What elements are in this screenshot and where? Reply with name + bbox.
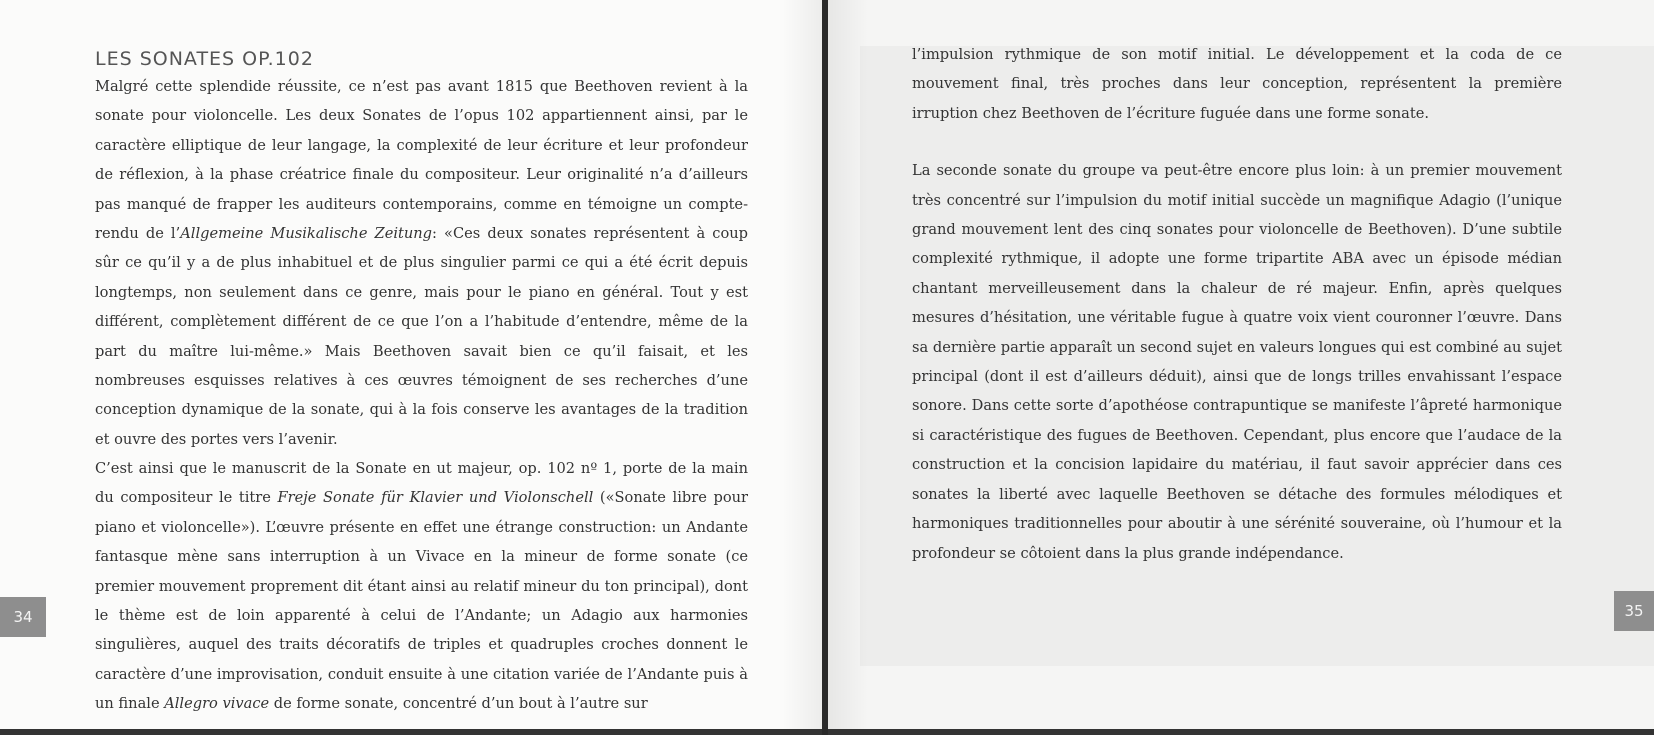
right-paragraph-1: l’impulsion rythmique de son motif initial. Le développement et la coda de ce mouvement final, très proches dans leur conception, représentent la première irruption chez Beethoven de l’écriture fuguée dans une forme sonate. — [912, 46, 1562, 122]
paragraph-text: («Sonate libre pour piano et violoncelle»). L’œuvre présente en effet une étrange construction: un Andante fantasque mène sans interruption à un Vivace en la mineur de forme sonate (ce premier mouvement proprement dit étant ainsi au relatif mineur du ton principal), dont le thème est de loin apparenté à celui de l’Andante; un Adagio aux harmonies singulières, auquel des traits décoratifs de triples et quadruples croches donnent le caractère d’une improvisation, conduit ensuite à une citation variée de l’Andante puis à un finale — [95, 489, 748, 713]
section-heading: LES SONATES OP.102 — [95, 48, 314, 70]
left-page — [0, 0, 822, 735]
page-number-left: 34 — [0, 597, 46, 637]
right-page — [828, 0, 1654, 735]
paragraph-text: C’est ainsi que le manuscrit de la Sonate en ut majeur, op. 102 nº 1, porte de la main du compositeur le titre — [95, 460, 748, 507]
page-edge — [0, 729, 822, 735]
gutter-shadow-right — [828, 0, 868, 735]
italic-title: Allgemeine Musikalische Zeitung — [180, 225, 433, 243]
gutter-shadow-left — [782, 0, 822, 735]
paragraph-text: : «Ces deux sonates représentent à coup sûr ce qu’il y a de plus inhabituel et de plus singulier parmi ce qui a été écrit depuis longtemps, non seulement dans ce genre, mais pour le piano en général. Tout y est différent, complètement différent de ce que l’on a l’habitude d’entendre, même de la part du maître lui-même.» Mais Beethoven savait bien ce qu’il faisait, et les nombreuses esquisses relatives à ces œuvres témoignent de ses recherches d’une conception dynamique de la sonate, qui à la fois conserve les avantages de la tradition et ouvre des portes vers l’avenir. — [95, 225, 748, 448]
italic-title: Freje Sonate für Klavier und Violonschell — [277, 489, 594, 507]
right-text-column — [912, 40, 1562, 568]
paragraph-text: Malgré cette splendide réussite, ce n’est pas avant 1815 que Beethoven revient à la sonate pour violoncelle. Les deux Sonates de l’opus 102 appartiennent ainsi, par le caractère elliptique de leur langage, la complexité de leur écriture et leur profondeur de réflexion, à la phase créatrice finale du compositeur. Leur originalité n’a d’ailleurs pas manqué de frapper les auditeurs contemporains, comme en témoigne un compte-rendu de l’ — [95, 78, 748, 243]
paragraph-text: de forme sonate, concentré d’un bout à l’autre sur — [269, 695, 648, 713]
right-paragraph-2: La seconde sonate du groupe va peut-être encore plus loin: à un premier mouvement très concentré sur l’impulsion du motif initial succède un magnifique Adagio (l’unique grand mouvement lent des cinq sonates pour violoncelle de Beethoven). D’une subtile complexité rythmique, il adopte une forme tripartite ABA avec un épisode médian chantant merveilleusement dans la chaleur de ré majeur. Enfin, après quelques mesures d’hésitation, une véritable fugue à quatre voix vient couronner l’œuvre. Dans sa dernière partie apparaît un second sujet en valeurs longues qui est combiné au sujet principal (dont il est d’ailleurs déduit), ainsi que de longs trilles envahissant l’espace sonore. Dans cette sorte d’apothéose contrapuntique se manifeste l’âpreté harmonique si caractéristique des fugues de Beethoven. Cependant, plus encore que l’audace de la construction et la concision lapidaire du matériau, il faut savoir apprécier dans ces sonates la liberté avec laquelle Beethoven se détache des formules mélodiques et harmoniques traditionnelles pour aboutir à une sérénité souveraine, où l’humour et la profondeur se côtoient dans la plus grande indépendance. — [912, 162, 1562, 562]
page-edge — [828, 729, 1654, 735]
italic-tempo: Allegro vivace — [164, 695, 270, 713]
left-paragraph-1 — [95, 72, 748, 454]
page-number-right: 35 — [1614, 591, 1654, 631]
left-paragraph-2 — [95, 454, 748, 719]
